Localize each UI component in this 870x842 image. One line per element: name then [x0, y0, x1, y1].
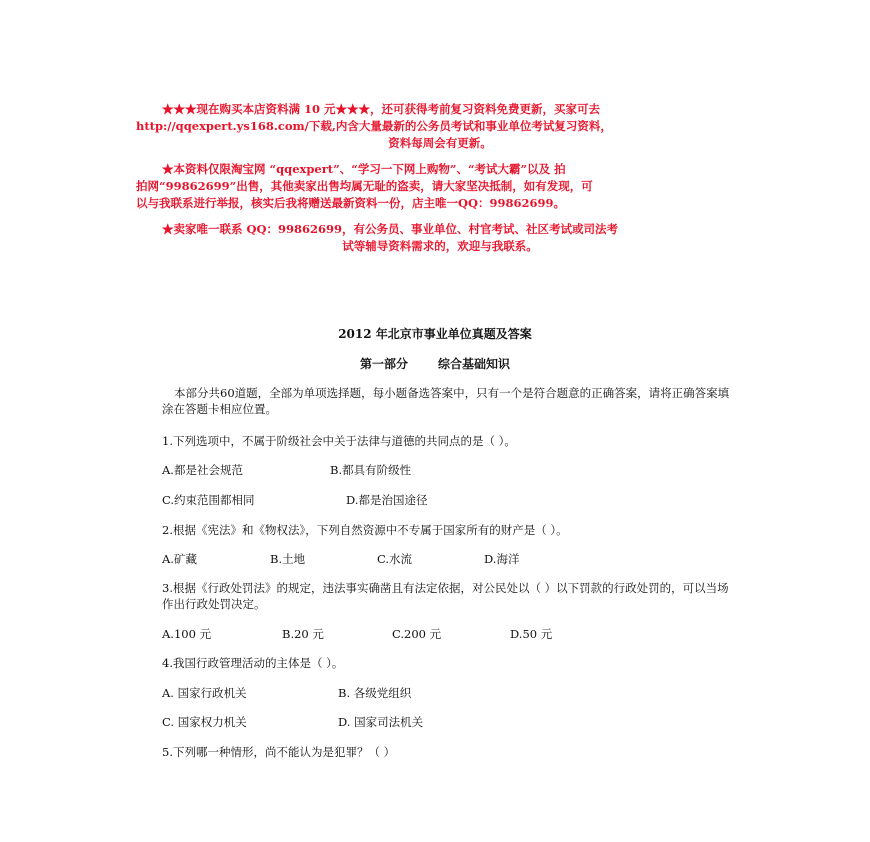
question-option: A.矿藏	[162, 552, 197, 566]
question-option: D.50 元	[510, 627, 553, 641]
question-option: B.都具有阶级性	[330, 463, 412, 477]
question-option: D.都是治国途径	[346, 493, 428, 507]
question-option: C.200 元	[392, 627, 442, 641]
section-name: 综合基础知识	[438, 357, 511, 371]
question-stem: 2.根据《宪法》和《物权法》，下列自然资源中不专属于国家所有的财产是（ ）。	[162, 523, 568, 537]
question-option: B. 各级党组织	[338, 686, 412, 700]
question-option: A.都是社会规范	[162, 463, 243, 477]
question-option: C.约束范围都相同	[162, 493, 255, 507]
question-stem: 1.下列选项中，不属于阶级社会中关于法律与道德的共同点的是（ ）。	[162, 434, 516, 448]
promo-line: ★本资料仅限淘宝网 “qqexpert”、“学习一下网上购物”、“考试大霸”以及 拍	[162, 162, 566, 176]
question-stem: 4.我国行政管理活动的主体是（ ）。	[162, 656, 344, 670]
promo-line: ★★★现在购买本店资料满 10 元★★★，还可获得考前复习资料免费更新，买家可去	[162, 102, 601, 116]
question-option: C.水流	[377, 552, 413, 566]
promo-line: 以与我联系进行举报，核实后我将赠送最新资料一份，店主唯一QQ：99862699。	[136, 196, 566, 210]
question-option: C. 国家权力机关	[162, 715, 247, 729]
question-option: B.20 元	[282, 627, 324, 641]
promo-block-3	[136, 221, 744, 255]
question-option: A.100 元	[162, 627, 212, 641]
promo-line: 拍网“99862699”出售，其他卖家出售均属无耻的盗卖，请大家坚决抵制，如有发现，可	[136, 179, 593, 193]
question-stem: 3.根据《行政处罚法》的规定，违法事实确凿且有法定依据，对公民处以（ ）以下罚款的行政处罚的，可以当场作出行政处罚决定。	[162, 581, 729, 611]
section-part: 第一部分	[359, 357, 408, 371]
promo-line: http://qqexpert.ys168.com/下载,内含大量最新的公务员考试和事业单位考试复习资料，	[136, 119, 612, 133]
document-title: 2012 年北京市事业单位真题及答案	[338, 327, 532, 341]
question-option: A. 国家行政机关	[162, 686, 247, 700]
promo-block-1	[136, 101, 744, 152]
question-option: B.土地	[270, 552, 306, 566]
section-intro: 本部分共60道题，全部为单项选择题，每小题备选答案中，只有一个是符合题意的正确答案，请将正确答案填涂在答题卡相应位置。	[162, 386, 730, 416]
promo-line: 资料每周会有更新。	[388, 136, 492, 150]
question-stem: 5.下列哪一种情形，尚不能认为是犯罪？（ ）	[162, 745, 396, 759]
promo-line: 试等辅导资料需求的，欢迎与我联系。	[342, 239, 538, 253]
question-option: D.海洋	[484, 552, 520, 566]
promo-line: ★卖家唯一联系 QQ：99862699，有公务员、事业单位、村官考试、社区考试或司法考	[162, 222, 619, 236]
question-option: D. 国家司法机关	[338, 715, 424, 729]
promo-block-2	[136, 161, 744, 212]
section-heading	[0, 355, 870, 372]
